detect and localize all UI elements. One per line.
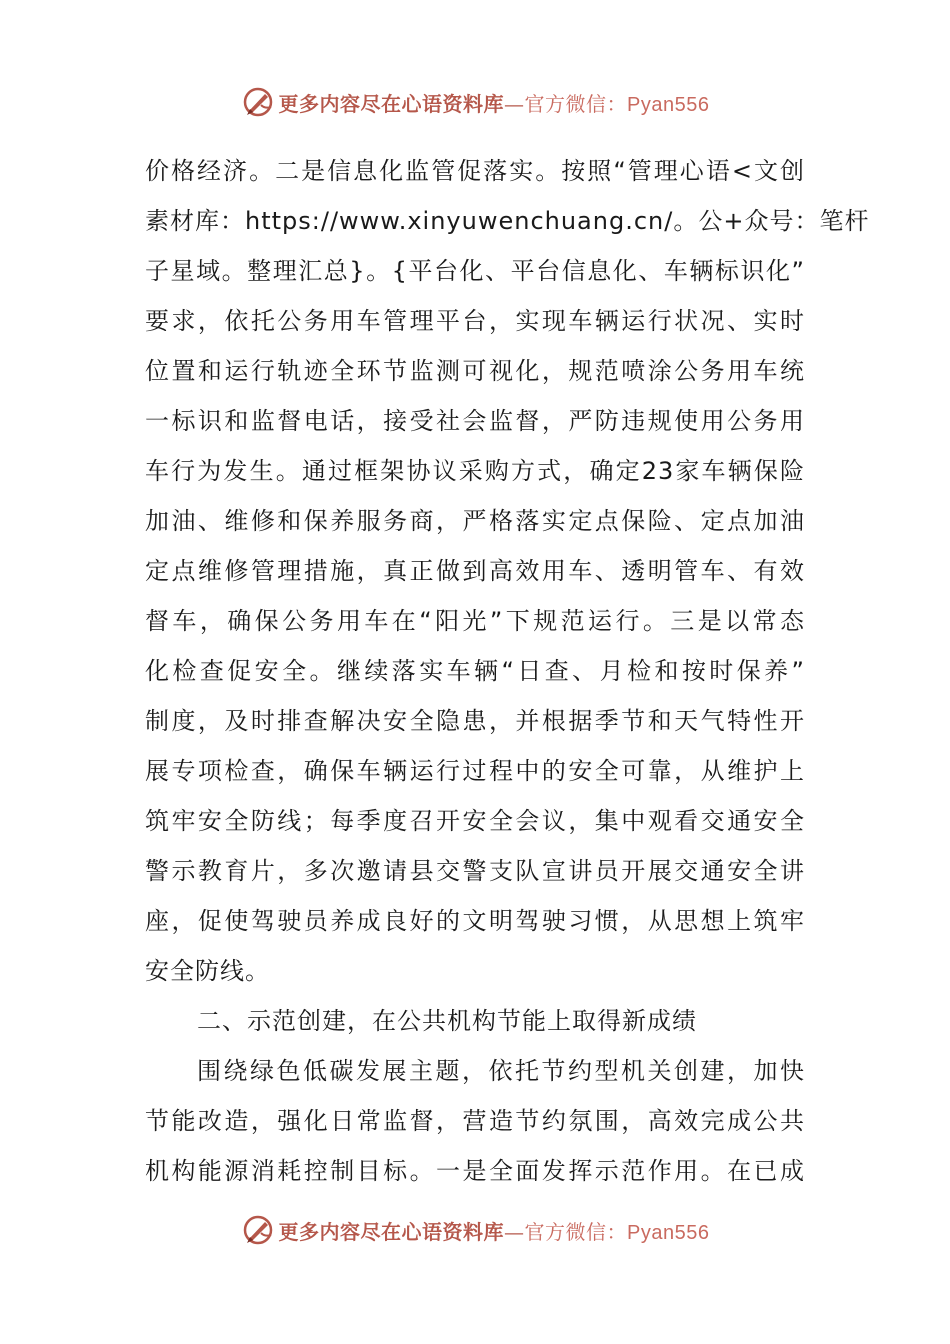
body-line: 制度，及时排查解决安全隐患，并根据季节和天气特性开: [145, 707, 805, 735]
body-line: 节能改造，强化日常监督，营造节约氛围，高效完成公共: [145, 1107, 805, 1135]
pen-logo-icon: [241, 1213, 275, 1247]
body-line: 安全防线。: [145, 957, 270, 985]
pen-logo-icon: [241, 85, 275, 119]
body-line: 车行为发生。通过框架协议采购方式，确定23家车辆保险: [145, 457, 805, 485]
body-line: 定点维修管理措施，真正做到高效用车、透明管车、有效: [145, 557, 805, 585]
body-line: 价格经济。二是信息化监管促落实。按照“管理心语<文创: [145, 157, 805, 185]
footer-brand-text: 更多内容尽在心语资料库—官方微信：Pyan556: [278, 1219, 710, 1244]
section-heading: 二、示范创建，在公共机构节能上取得新成绩: [197, 1007, 697, 1035]
body-line: 位置和运行轨迹全环节监测可视化，规范喷涂公务用车统: [145, 357, 805, 385]
footer-watermark: [0, 1210, 950, 1250]
document-body: [145, 146, 870, 1196]
body-line: 一标识和监督电话，接受社会监督，严防违规使用公务用: [145, 407, 805, 435]
body-line: 素材库：https://www.xinyuwenchuang.cn/。公+众号：笔杆: [145, 207, 870, 235]
body-line: 展专项检查，确保车辆运行过程中的安全可靠，从维护上: [145, 757, 805, 785]
body-line: 警示教育片，多次邀请县交警支队宣讲员开展交通安全讲: [145, 857, 805, 885]
body-line: 加油、维修和保养服务商，严格落实定点保险、定点加油: [145, 507, 805, 535]
body-line: 围绕绿色低碳发展主题，依托节约型机关创建，加快: [197, 1057, 805, 1085]
body-line: 筑牢安全防线；每季度召开安全会议，集中观看交通安全: [145, 807, 805, 835]
body-line: 座，促使驾驶员养成良好的文明驾驶习惯，从思想上筑牢: [145, 907, 805, 935]
header-watermark: [0, 82, 950, 122]
body-line: 子星域。整理汇总}。{平台化、平台信息化、车辆标识化”: [145, 257, 805, 285]
body-line: 督车，确保公务用车在“阳光”下规范运行。三是以常态: [145, 607, 805, 635]
body-line: 要求，依托公务用车管理平台，实现车辆运行状况、实时: [145, 307, 805, 335]
body-line: 机构能源消耗控制目标。一是全面发挥示范作用。在已成: [145, 1157, 805, 1185]
header-brand-text: 更多内容尽在心语资料库—官方微信：Pyan556: [278, 91, 710, 116]
body-line: 化检查促安全。继续落实车辆“日查、月检和按时保养”: [145, 657, 805, 685]
